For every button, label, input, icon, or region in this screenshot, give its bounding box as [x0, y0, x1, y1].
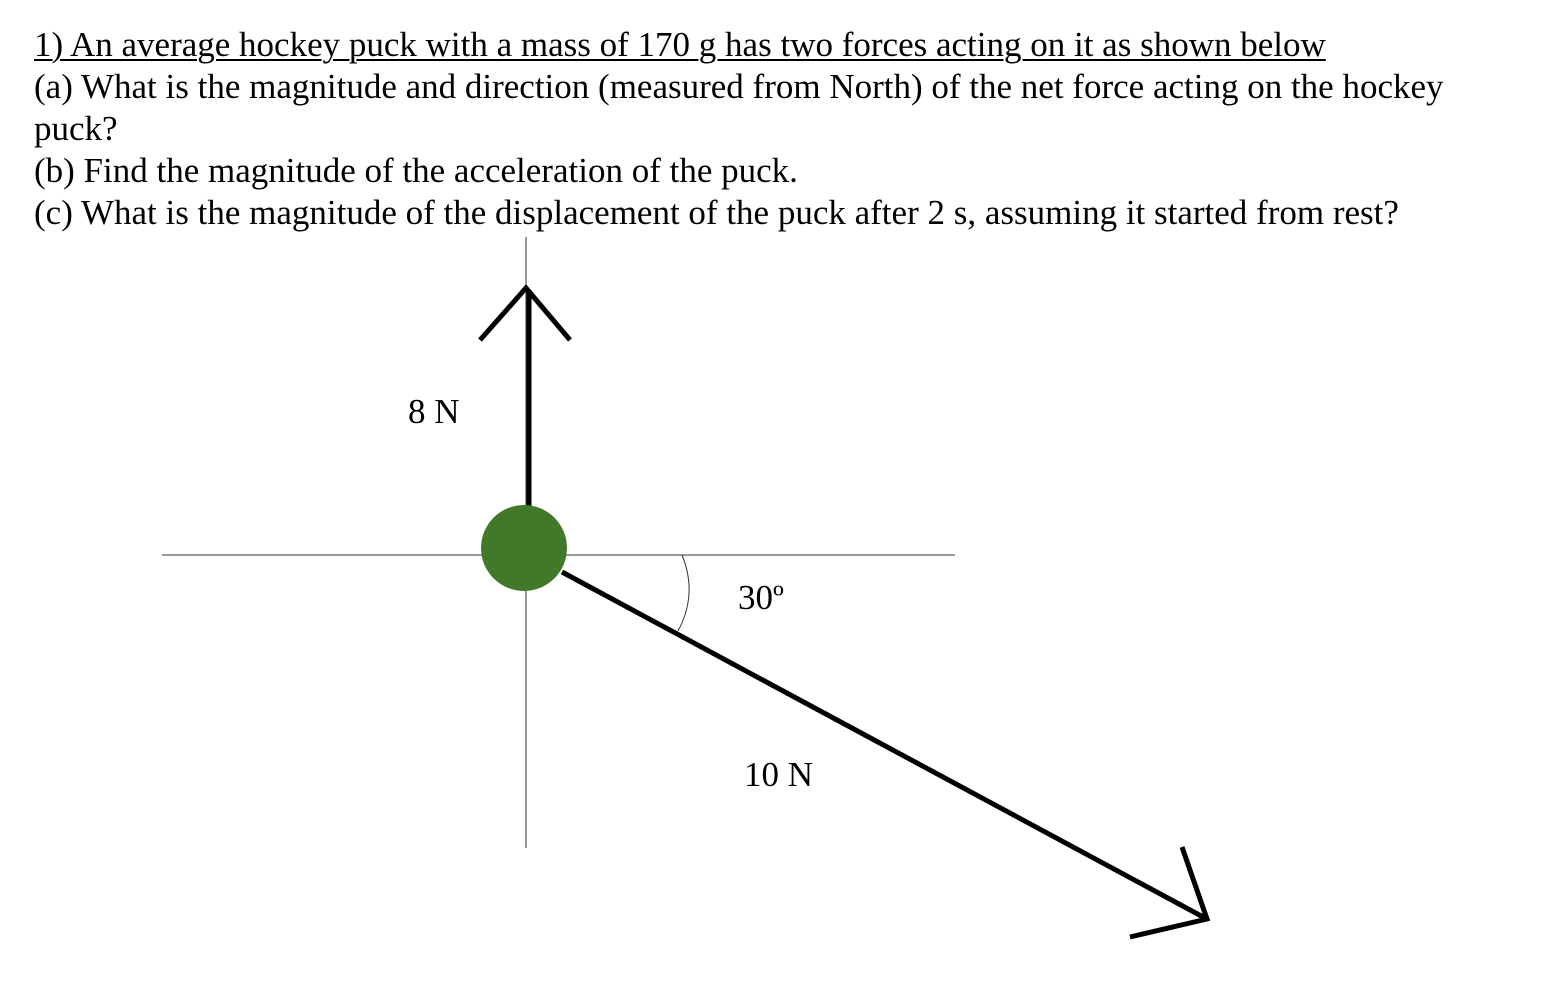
arrowhead-north	[480, 288, 570, 340]
arrowhead-southeast	[1130, 847, 1207, 937]
part-a-line-2: puck?	[34, 109, 118, 148]
hockey-puck	[481, 505, 567, 591]
angle-arc	[678, 555, 689, 631]
part-a-line-1: (a) What is the magnitude and direction (measured from North) of the net force acting on the hockey	[34, 67, 1444, 106]
problem-title: 1) An average hockey puck with a mass of 170 g has two forces acting on it as shown below	[34, 25, 1326, 64]
force-label-10n: 10 N	[744, 755, 814, 794]
force-label-8n: 8 N	[408, 392, 460, 431]
angle-label: 30º	[738, 578, 784, 617]
force-arrow-southeast	[562, 572, 1205, 918]
part-c: (c) What is the magnitude of the displacement of the puck after 2 s, assuming it started from rest?	[34, 193, 1399, 232]
part-b: (b) Find the magnitude of the acceleration of the puck.	[34, 151, 798, 190]
